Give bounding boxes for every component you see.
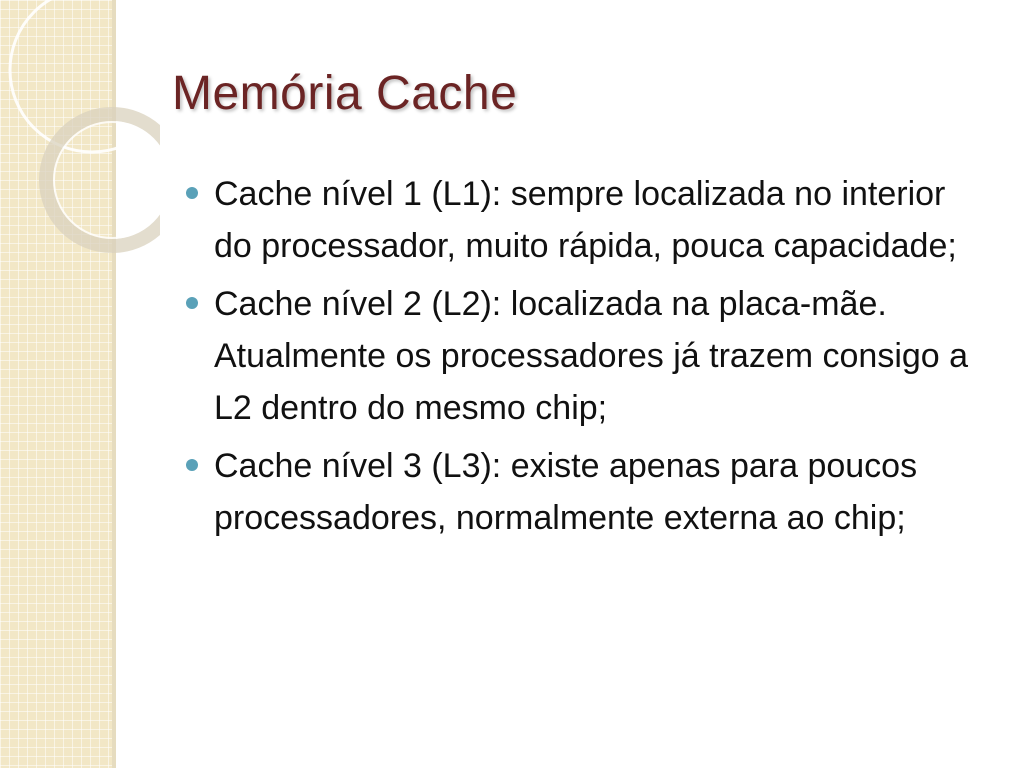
list-item <box>186 168 976 272</box>
bullet-list <box>186 168 976 550</box>
bullet-dot-icon <box>186 297 198 309</box>
page-title: Memória Cache <box>172 67 518 120</box>
list-item <box>186 278 976 434</box>
bullet-dot-icon <box>186 187 198 199</box>
bullet-text: Cache nível 1 (L1): sempre localizada no interior do processador, muito rápida, pouca capacidade; <box>214 175 957 265</box>
bullet-text: Cache nível 2 (L2): localizada na placa-mãe. Atualmente os processadores já trazem consigo a L2 dentro do mesmo chip; <box>214 285 969 427</box>
decorative-rings-icon <box>0 0 160 320</box>
list-item <box>186 440 976 544</box>
bullet-dot-icon <box>186 459 198 471</box>
bullet-text: Cache nível 3 (L3): existe apenas para poucos processadores, normalmente externa ao chip; <box>214 447 918 537</box>
